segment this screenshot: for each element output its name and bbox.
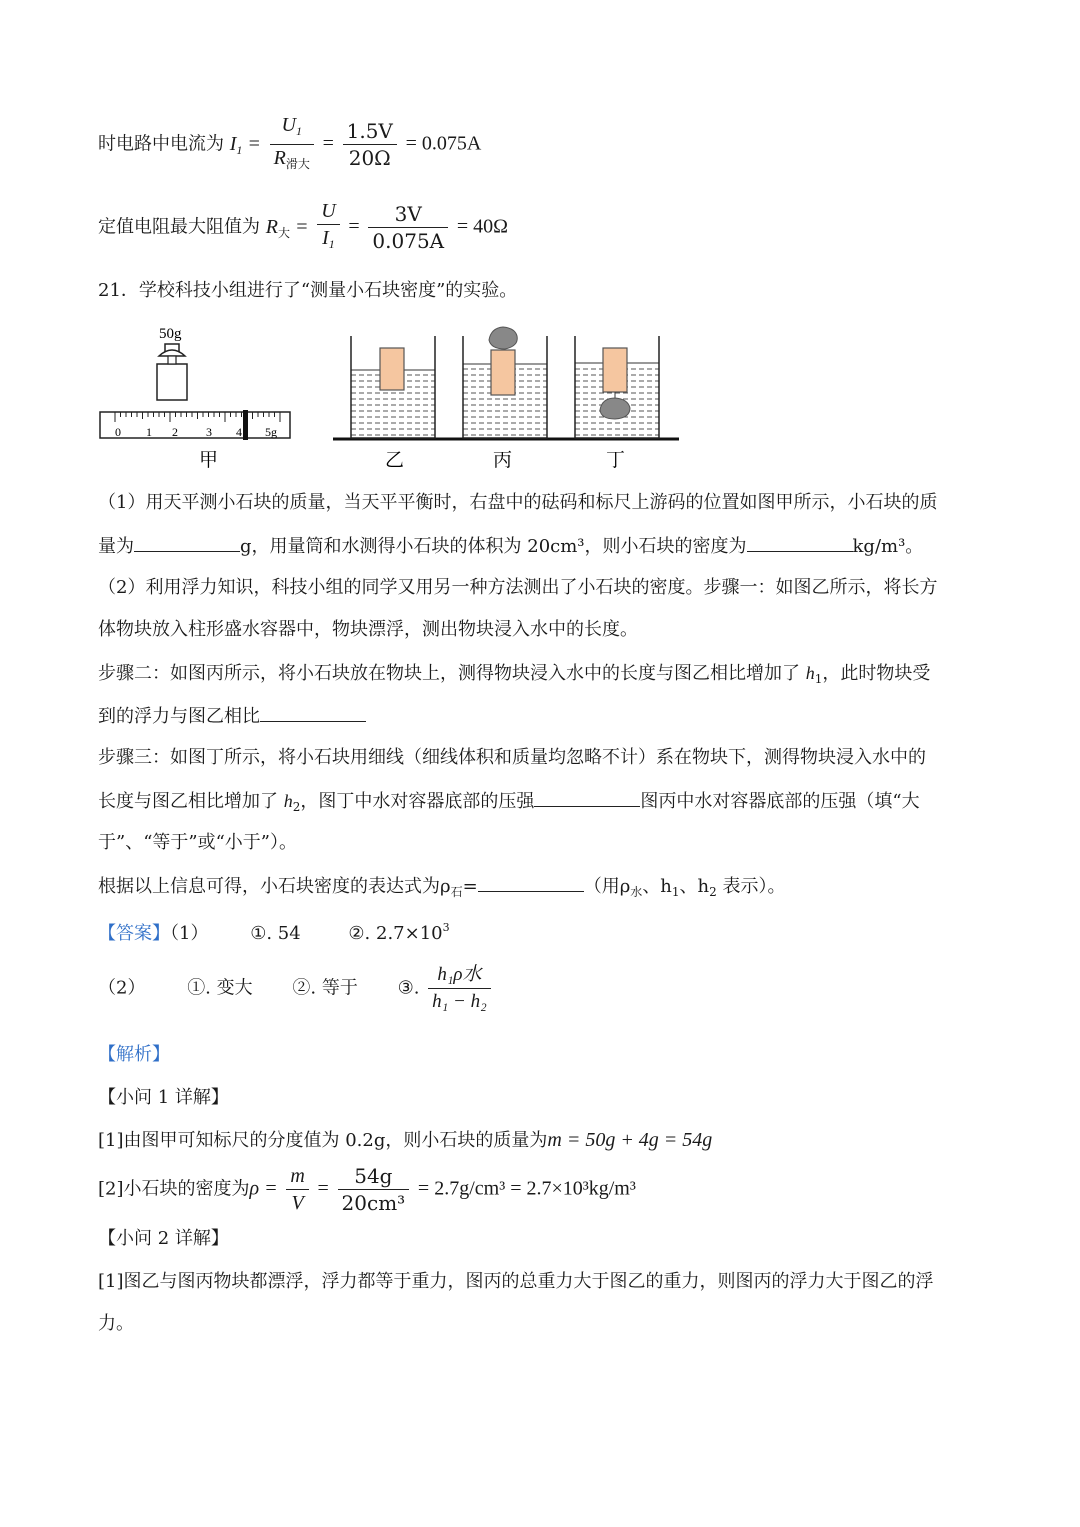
answer-line1: 【答案】（1） ①. 54 ②. $2.7\times 10^3$ <box>98 921 450 944</box>
ruler-tick-4: 4 <box>236 425 242 439</box>
formula-current-frac2: $\frac{1.5V}{20\Omega}$ <box>343 118 397 171</box>
analysis-sub1-title: 【小问 1 详解】 <box>98 1087 229 1108</box>
answer-blank-expression[interactable] <box>478 873 584 892</box>
ruler-tick-0: 0 <box>115 425 121 439</box>
answer-blank-mass[interactable] <box>134 533 240 552</box>
question-step3-line1: 步骤三：如图丁所示，将小石块用细线（细线体积和质量均忽略不计）系在物块下，测得物块浸入水中的 <box>98 747 926 768</box>
ruler <box>100 410 290 440</box>
ruler-tick-1: 1 <box>146 425 152 439</box>
analysis-s1-line2: [2]小石块的密度为ρ = $\frac{m}{V}$ = $\frac{54g}{\text{20cm³}}$ = 2.7g/cm³ = 2.7×10³kg/m³ <box>98 1164 636 1215</box>
container-ding <box>575 336 659 438</box>
question-step2-line2: 到的浮力与图乙相比 <box>98 703 366 730</box>
analysis-sub2-title: 【小问 2 详解】 <box>98 1228 229 1249</box>
formula-current-lhs: $I_1$ = <box>229 132 261 157</box>
formula-resistance: 定值电阻最大阻值为 $R_大$ = $\frac{U}{I_1}$ = $\frac{3V}{0.075A}$ = 40Ω <box>98 198 508 257</box>
ruler-tick-2: 2 <box>172 425 178 439</box>
answer-density-expression: $\frac{\text{h₁ρ水}}{\text{h₁ − h₂}}$ <box>428 962 491 1015</box>
question-part1-line2: 量为 g，用量筒和水测得小石块的体积为 20cm³，则小石块的密度为 kg/m³。 <box>98 533 923 560</box>
analysis-s2-line2: 力。 <box>98 1313 134 1334</box>
answer-tag: 【答案】 <box>98 923 170 944</box>
formula-resistance-result: = 40Ω <box>456 215 508 238</box>
experiment-figure <box>95 318 695 478</box>
question-step3-line2: 长度与图乙相比增加了 $h_2$，图丁中水对容器底部的压强 图丙中水对容器底部的压强（填“大 <box>98 788 920 820</box>
container-bing <box>463 327 547 438</box>
ruler-rider <box>243 410 248 440</box>
answer-blank-pressure[interactable] <box>534 788 640 807</box>
analysis-s1-line1: [1]由图甲可知标尺的分度值为 0.2g，则小石块的质量为m = 50g + 4g = 54g <box>98 1129 713 1151</box>
question-step2-line1: 步骤二：如图丙所示，将小石块放在物块上，测得物块浸入水中的长度与图乙相比增加了 $h_1$，此时物块受 <box>98 663 931 686</box>
formula-resistance-prefix: 定值电阻最大阻值为 <box>98 216 260 238</box>
analysis-tag: 【解析】 <box>98 1044 170 1065</box>
formula-resistance-lhs: $R_大$ = <box>265 215 309 240</box>
answer-line2: （2） ①. 变大 ②. 等于 ③. $\frac{\text{h₁ρ水}}{\text{h₁ − h₂}}$ <box>98 962 494 1015</box>
ruler-tick-3: 3 <box>206 425 212 439</box>
figure-label-bing: 丙 <box>493 449 513 471</box>
figure-label-yi: 乙 <box>385 449 405 471</box>
figure-label-ding: 丁 <box>606 449 626 471</box>
answer-blank-density[interactable] <box>747 533 853 552</box>
question-step3-line3: 于”、“等于”或“小于”）。 <box>98 832 298 853</box>
formula-resistance-frac1: $\frac{U}{I_1}$ <box>317 198 339 257</box>
question-part2-line1: （2）利用浮力知识，科技小组的同学又用另一种方法测出了小石块的密度。步骤一：如图乙所示，将长方 <box>98 577 938 598</box>
question-part1-line1: （1）用天平测小石块的质量，当天平平衡时，右盘中的砝码和标尺上游码的位置如图甲所示，小石块的质 <box>98 492 938 513</box>
weight-label: 50g <box>159 326 182 342</box>
formula-current-prefix: 时电路中电流为 <box>98 133 224 155</box>
answer-blank-buoyancy[interactable] <box>260 703 366 722</box>
formula-current: 时电路中电流为 $I_1$ = $\frac{U_1}{R_{滑大}}$ = $\frac{1.5V}{20\Omega}$ = 0.075A <box>98 112 481 177</box>
analysis-s2-line1: [1]图乙与图丙物块都漂浮，浮力都等于重力，图丙的总重力大于图乙的重力，则图丙的浮力大于图乙的浮 <box>98 1271 934 1292</box>
ruler-tick-5: 5g <box>265 425 277 439</box>
question-expression-line: 根据以上信息可得，小石块密度的表达式为$\rho_石=$ （用$\rho_水$、$h_1$、$h_2$ 表示）。 <box>98 873 786 905</box>
weight-figure <box>157 326 187 400</box>
figure-label-jia: 甲 <box>199 449 219 471</box>
formula-current-frac1: $\frac{U_1}{R_{滑大}}$ <box>270 112 314 177</box>
container-yi <box>351 336 435 438</box>
question-title: 21．学校科技小组进行了“测量小石块密度”的实验。 <box>98 280 518 301</box>
question-part2-line2: 体物块放入柱形盛水容器中，物块漂浮，测出物块浸入水中的长度。 <box>98 619 638 640</box>
formula-resistance-frac2: $\frac{3V}{0.075A}$ <box>368 201 448 254</box>
formula-current-result: = 0.075A <box>405 132 482 155</box>
